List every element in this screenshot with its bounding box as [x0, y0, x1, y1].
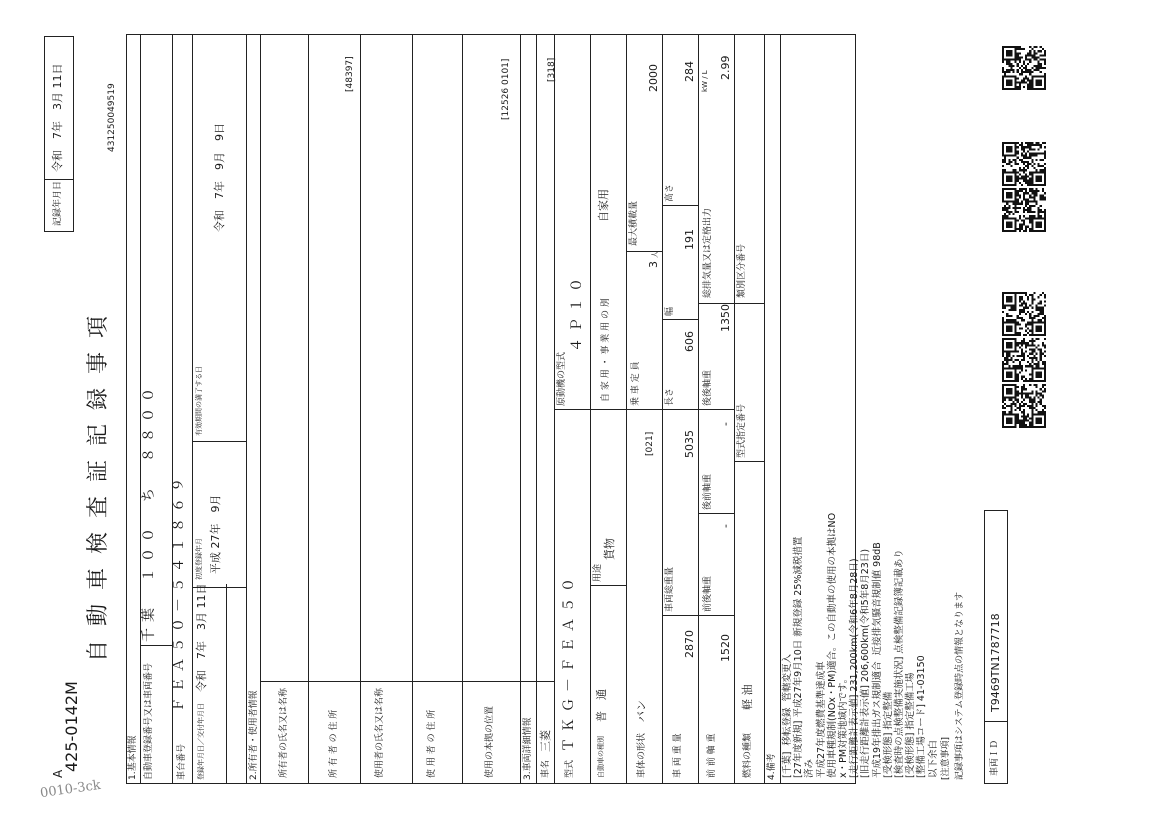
weight-label: 車 両 重 量: [673, 733, 683, 778]
purpose-label: 自 家 用 ・ 事 業 用 の 別: [601, 298, 611, 402]
model-value: ＴＫＧ－ＦＥＡ５０: [561, 572, 577, 752]
remark-line: [検査時の点検整備実施状況] 点検整備記録簿記載あり: [894, 549, 906, 778]
remark-line: 平成27年度燃費基準達成車: [815, 661, 827, 778]
form-mark: A: [51, 769, 65, 778]
remark-line: [受検形態] 指定整備工場: [905, 672, 917, 778]
expiry-label: 有効期間の満了する日: [195, 366, 203, 436]
user-name-label: 使用者の氏名又は名称: [375, 687, 385, 778]
gross-weight-label: 車両総重量: [665, 566, 675, 612]
remark-line: 使用車種規制(NOx・PM)適合。この自動車の使用の本拠はNO: [826, 512, 838, 778]
first-reg-value: 平成 27年 9月: [209, 494, 222, 574]
front-rear-axle-label: 前後軸重: [703, 575, 713, 612]
engine-value: ４Ｐ１０: [569, 272, 585, 352]
base-location-code: [12526 0101]: [501, 58, 511, 120]
max-load-value: 2000: [647, 64, 660, 92]
remark-line: [受検形態] 指定整備: [882, 691, 894, 778]
maker-value: 三菱: [539, 730, 552, 752]
type-designation-label: 型式指定番号: [737, 403, 747, 458]
section-vehicle: 3.車両詳細情報: [523, 717, 533, 780]
rear-rear-axle-value: 1350: [719, 304, 732, 332]
section-owner: 2.所有者・使用者情報: [249, 690, 259, 780]
model-label: 型式: [565, 759, 575, 778]
qr-code-3: [1002, 384, 1046, 428]
record-date-label: 記録年月日: [53, 180, 63, 226]
width-label: 幅: [665, 306, 675, 316]
fuel-value: 軽 油: [741, 684, 754, 710]
page-title: 自動車検査証記録事項: [86, 301, 111, 662]
record-number: 431250049519: [107, 83, 117, 152]
remark-line: 済み: [804, 758, 816, 778]
section-remarks: 4.備考: [767, 753, 777, 780]
use-value: 貨物: [603, 538, 616, 560]
vehicle-id-value: T9469TN1787718: [989, 613, 1002, 712]
category-label: 類別区分番号: [737, 243, 747, 298]
chassis-label: 車台番号: [177, 743, 187, 780]
qr-code-2: [1002, 142, 1046, 186]
weight-value: 2870: [683, 630, 696, 658]
base-location-label: 使用の本拠の位置: [485, 705, 495, 778]
handwritten-note: 0010-3ck: [39, 777, 102, 802]
chassis-value: ＦＥＡ５０－５４１８６９: [171, 472, 187, 712]
capacity-value: 3: [647, 261, 660, 268]
qr-code-6: [1002, 46, 1046, 90]
remarks-text: [782, 418, 939, 778]
rear-rear-axle-label: 後後軸重: [703, 369, 713, 406]
user-address-label: 使 用 者 の 住 所: [427, 709, 437, 778]
gross-weight-value: 5035: [683, 430, 696, 458]
qr-code-4: [1002, 338, 1046, 382]
remark-line: [整備工場コード] 41-03150: [916, 655, 928, 778]
front-axle-value: 1520: [719, 634, 732, 662]
owner-address-code: [48397]: [345, 56, 355, 92]
kind-value: 普 通: [595, 689, 608, 722]
maker-code: [318]: [547, 57, 557, 82]
owner-address-label: 所 有 者 の 住 所: [329, 709, 339, 778]
remark-line: [走行距離計表示値] 231,200km(令和6年8月28日): [849, 558, 861, 778]
height-label: 高さ: [665, 183, 675, 202]
notice-text: 記録事項はシステム登録時点の情報となります: [955, 591, 965, 780]
owner-name-label: 所有者の氏名又は名称: [279, 687, 289, 778]
max-load-label: 最大積載量: [629, 200, 639, 246]
displacement-unit: kW / L: [701, 70, 709, 92]
kind-label: 自動車の種別: [597, 736, 605, 778]
use-label: 用途: [593, 563, 603, 582]
notice-title: [注意事項]: [941, 736, 951, 780]
body-value: バン: [635, 700, 648, 722]
height-value: 284: [683, 61, 696, 82]
remark-line: [旧走行距離計表示値] 206,600km(令和5年8月23日): [860, 548, 872, 778]
rear-front-axle-label: 後前軸重: [703, 473, 713, 510]
reg-no-label: 自動車登録番号又は車両番号: [144, 662, 154, 780]
body-label: 車体の形状: [637, 732, 647, 778]
reg-date-value: 令和 7年 3月 11日: [195, 583, 208, 692]
displacement-value: 2.99: [719, 55, 732, 80]
maker-label: 車名: [541, 759, 551, 778]
front-axle-label: 前 前 軸 重: [707, 733, 717, 778]
remark-line: x・PM対策地域内です。: [838, 673, 850, 778]
reg-date-label: 登録年月日／交付年月日: [197, 703, 205, 780]
remark-line: [千葉] 移転登録 管轄変更入: [782, 654, 793, 778]
remark-line: 平成19年排出ガス規制適合 近接排気騒音規制値 98dB: [871, 542, 883, 778]
first-reg-label: 初度登録年月: [195, 538, 203, 580]
qr-code-5: [1002, 292, 1046, 336]
remark-line: 以下余白: [927, 739, 939, 778]
form-code: 425-0142M: [62, 681, 81, 772]
remark-line: [27年度新規] 平成27年9月10日 新規登録 25%減税措置: [793, 536, 805, 778]
length-value: 606: [683, 331, 696, 352]
fuel-label: 燃料の種類: [743, 732, 753, 778]
record-date-value: 令和 7年 3月 11日: [51, 63, 64, 172]
body-code: [021]: [645, 431, 655, 456]
rear-front-axle-value: -: [719, 422, 732, 426]
displacement-label: 総排気量又は定格出力: [703, 207, 713, 298]
expiry-value: 令和 7年 9月 9日: [213, 123, 226, 232]
front-rear-axle-value: -: [719, 524, 732, 528]
qr-code-1: [1002, 188, 1046, 232]
inspection-record-sheet: [42, 32, 1068, 792]
engine-label: 原動機の型式: [557, 351, 567, 406]
length-label: 長さ: [665, 387, 675, 406]
reg-no-value: 千葉 １００ ち ８８００: [141, 382, 157, 642]
purpose-value: 自家用: [597, 189, 610, 222]
capacity-label: 乗 車 定 員: [631, 361, 641, 406]
width-value: 191: [683, 229, 696, 250]
section-basic: 1.基本情報: [128, 735, 138, 780]
capacity-unit: 人: [651, 251, 659, 258]
vehicle-id-label: 車両ＩＤ: [990, 739, 1000, 776]
